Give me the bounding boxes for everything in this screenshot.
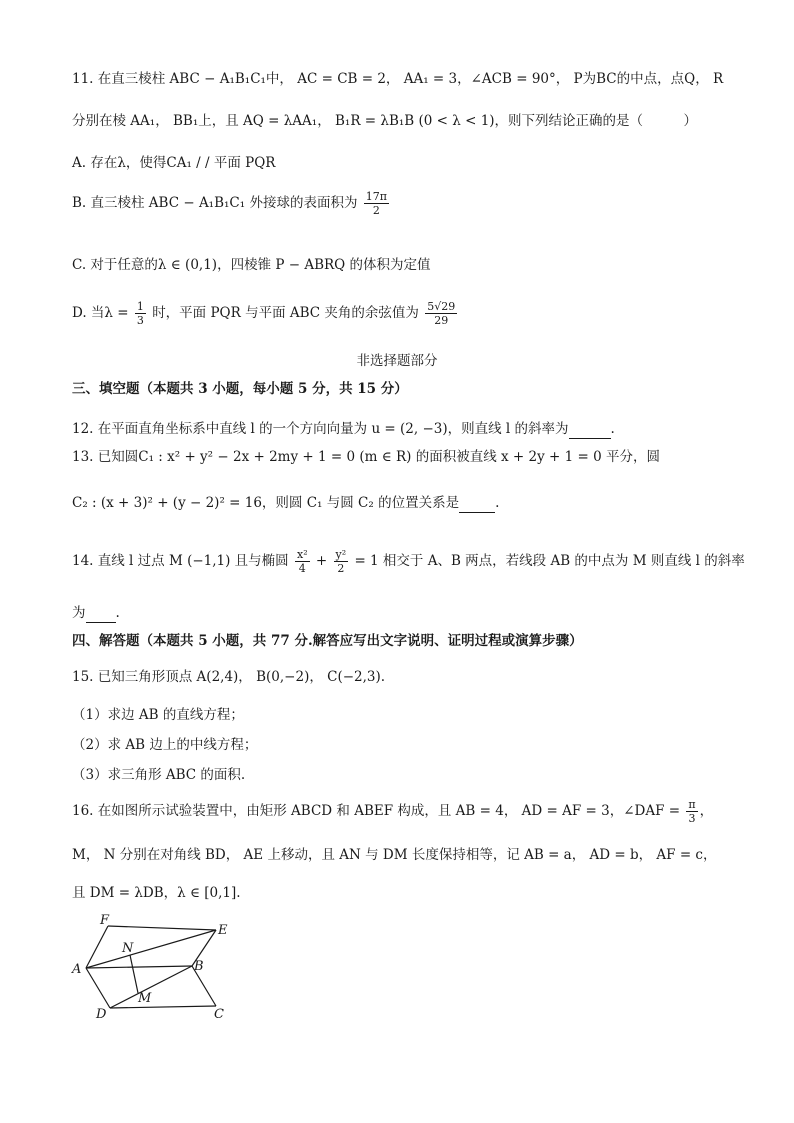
q12	[72, 420, 615, 439]
q15-part2: （2）求 AB 边上的中线方程；	[72, 737, 258, 753]
q14-end: .	[115, 605, 120, 621]
q11-option-d-lambda-numerator: 1	[136, 300, 144, 313]
q16-angle-denominator: 3	[688, 812, 696, 825]
edge-ab	[86, 966, 192, 968]
q12-answer-blank	[569, 420, 611, 439]
q16-line1-text: 16. 在如图所示试验装置中，由矩形 ABCD 和 ABEF 构成，且 AB = 4， AD = AF = 3，∠DAF =	[72, 803, 681, 819]
label-e: E	[218, 923, 228, 938]
q16-angle-numerator: π	[688, 798, 696, 811]
label-n: N	[122, 941, 134, 956]
q11-option-b-denominator: 2	[372, 204, 380, 217]
q14-line1	[72, 548, 745, 575]
label-c: C	[214, 1007, 224, 1022]
label-b: B	[194, 959, 204, 974]
q15: 15. 已知三角形顶点 A(2,4)， B(0,−2)， C(−2,3).	[72, 669, 386, 685]
q11-option-d-answer-denominator: 29	[434, 314, 449, 327]
q11-option-d-lambda-fraction	[135, 300, 146, 327]
q11-option-b-text: B. 直三棱柱 ABC − A₁B₁C₁ 外接球的表面积为	[72, 195, 358, 211]
q16-line1	[72, 798, 713, 825]
q13-line1: 13. 已知圆C₁ : x² + y² − 2x + 2my + 1 = 0 (m ∈ R) 的面积被直线 x + 2y + 1 = 0 平分，圆	[72, 449, 660, 465]
q11-option-a: A. 存在λ，使得CA₁ / / 平面 PQR	[72, 155, 276, 171]
q11-option-d-answer-numerator: 5√29	[427, 300, 456, 313]
q12-end: .	[610, 421, 615, 437]
q11-option-c: C. 对于任意的λ ∈ (0,1)，四棱锥 P − ABRQ 的体积为定值	[72, 257, 431, 273]
edge-dc	[110, 1006, 216, 1008]
q11-option-d-answer-fraction	[425, 300, 457, 327]
q14-answer-blank	[86, 604, 116, 623]
segment-nm	[130, 955, 138, 993]
q16-figure	[66, 912, 246, 1022]
label-d: D	[96, 1007, 107, 1022]
q13-answer-blank	[459, 494, 495, 513]
edge-fe	[108, 926, 216, 930]
q13-line2	[72, 494, 499, 513]
q12-text: 12. 在平面直角坐标系中直线 l 的一个方向向量为 u = (2, −3)，则直线 l 的斜率为	[72, 421, 569, 437]
q11-option-b	[72, 190, 391, 217]
q11-option-b-fraction	[364, 190, 389, 217]
section-title: 非选择题部分	[356, 353, 438, 369]
q15-part3: （3）求三角形 ABC 的面积.	[72, 767, 246, 783]
q11-option-d-lambda-denominator: 3	[136, 314, 144, 327]
q14-line2-text: 为	[72, 605, 86, 621]
q14-fraction-x	[295, 548, 310, 575]
q13-line2-text: C₂ : (x + 3)² + (y − 2)² = 16，则圆 C₁ 与圆 C₂ 的位置关系是	[72, 495, 460, 511]
q11-option-d-text-mid: 时，平面 PQR 与平面 ABC 夹角的余弦值为	[152, 305, 419, 321]
q14-text-start: 14. 直线 l 过点 M (−1,1) 且与椭圆	[72, 553, 289, 569]
q14-fraction-x-denominator: 4	[298, 562, 306, 575]
q16-angle-fraction	[686, 798, 697, 825]
q15-part1: （1）求边 AB 的直线方程；	[72, 707, 244, 723]
q16-comma: ，	[699, 803, 714, 819]
q14-fraction-y-denominator: 2	[337, 562, 345, 575]
q14-fraction-y	[334, 548, 349, 575]
q11-option-d-text-start: D. 当λ =	[72, 305, 129, 321]
label-m: M	[138, 991, 152, 1006]
q14-fraction-x-numerator: x²	[296, 548, 308, 561]
q11-line2: 分别在棱 AA₁， BB₁上，且 AQ = λAA₁， B₁R = λB₁B (0 < λ < 1)，则下列结论正确的是（ ）	[72, 113, 698, 129]
edge-ad	[86, 968, 110, 1008]
q11-option-b-numerator: 17π	[365, 190, 387, 203]
q14-plus: +	[315, 553, 328, 569]
q13-end: .	[495, 495, 500, 511]
q16-line2: M， N 分别在对角线 BD， AE 上移动，且 AN 与 DM 长度保持相等，记 AB = a， AD = b， AF = c，	[72, 847, 717, 863]
edge-af	[86, 926, 108, 968]
label-f: F	[100, 913, 110, 928]
q14-line2	[72, 604, 120, 623]
q14-fraction-y-numerator: y²	[335, 548, 347, 561]
label-a: A	[72, 962, 82, 977]
q11-line1: 11. 在直三棱柱 ABC − A₁B₁C₁中， AC = CB = 2， AA₁ = 3，∠ACB = 90°， P为BC的中点，点Q， R	[72, 71, 724, 87]
q14-text-end: = 1 相交于 A、B 两点，若线段 AB 的中点为 M 则直线 l 的斜率	[354, 553, 745, 569]
part3-heading: 三、填空题（本题共 3 小题，每小题 5 分，共 15 分）	[72, 381, 408, 397]
part4-heading: 四、解答题（本题共 5 小题，共 77 分.解答应写出文字说明、证明过程或演算步骤）	[72, 633, 583, 649]
q16-line3: 且 DM = λDB，λ ∈ [0,1].	[72, 885, 241, 901]
q11-option-d	[72, 300, 459, 327]
